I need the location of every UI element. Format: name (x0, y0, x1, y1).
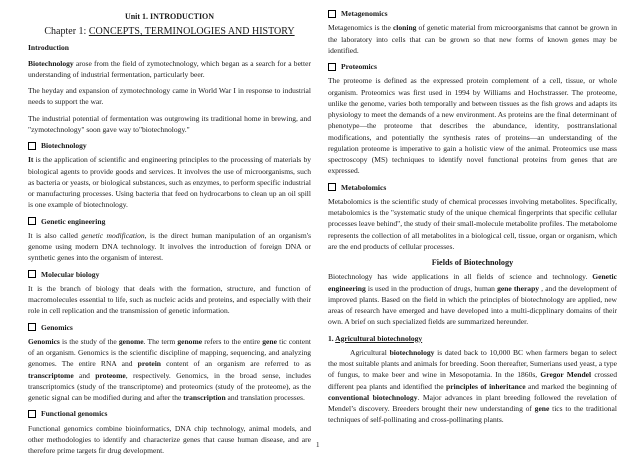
text: is used in the production of drugs, human (365, 283, 498, 293)
heading-proteomics (328, 61, 617, 72)
heading-text: Genomics (41, 322, 73, 332)
heading-functional-genomics (28, 408, 311, 419)
text: tics to the traditional techniques of self-pollinating and cross-pollinating plants. (328, 404, 617, 425)
paragraph-zymotechnology: The heyday and expansion of zymotechnology came in World War I in response to industrial needs to support the war. (28, 86, 311, 107)
term: gene (534, 404, 550, 413)
heading-text: Functional genomics (41, 409, 108, 419)
heading-text: Molecular biology (41, 269, 100, 279)
unit-title: Unit 1. INTRODUCTION (124, 12, 215, 21)
text: refers to the entire (202, 336, 263, 346)
term: Genetic engineering (328, 272, 617, 293)
paragraph-fields (328, 271, 617, 327)
chapter-prefix: Chapter 1: (44, 26, 89, 38)
text: content of an organism are referred to as (161, 359, 311, 369)
chapter-title-text: CONCEPTS, TERMINOLOGIES AND HISTORY (88, 26, 295, 38)
text: , and the development of improved plants. Based on the field in which the principles of biotechnology are applied, new areas of research have emerged and have developed into a multi-dicpplinary domains of their own. A brief on such specialized fields are summarized hereunder. (328, 283, 617, 327)
paragraph-fermentation: The industrial potential of fermentation was outgrowing its traditional home in brewing, and "zymotechnology" soon gave way to"biotechnology." (28, 113, 311, 134)
term: Genomics (28, 336, 60, 346)
page-number: 1 (316, 441, 320, 449)
heading-genetic-engineering (28, 216, 311, 227)
text: and (73, 370, 96, 380)
term: Biotechnology (28, 58, 74, 68)
term: conventional biotechnology (328, 392, 418, 402)
checkbox-bullet-icon (328, 63, 336, 71)
section-title-fields: Fields of Biotechnology (431, 258, 514, 267)
text: Agricultural (350, 347, 390, 357)
heading-text: Genetic engineering (41, 216, 106, 226)
text: . The term (143, 336, 178, 346)
checkbox-bullet-icon (328, 183, 336, 191)
term: Gregor Mendel (540, 370, 592, 380)
term: cloning (392, 23, 417, 33)
heading-genomics (28, 322, 311, 333)
heading-agricultural-biotechnology (328, 333, 617, 344)
introduction-heading: Introduction (28, 43, 69, 53)
text: is the application of scientific and engineering principles to the processing of materials by biological agents to provide goods and services. It involves the use of microorganisms, such as bacteria or yeasts, or biological substances, such as enzymes, to perform specific industrial or manufacturing processes. Using bacteria that feed on hydrocarbons to clean up an oil spill is one example of biotechnology. (28, 155, 311, 210)
text: , is the direct human manipulation of an organism's genome using modern DNA technology. It involves the introduction of foreign DNA or synthetic genes into the organism of interest. (28, 230, 312, 263)
text: is the study of the (59, 336, 119, 346)
paragraph-biotechnology (28, 154, 311, 210)
term: genome (177, 336, 203, 346)
term: protein (137, 359, 161, 369)
right-column (328, 8, 617, 431)
heading-text: Biotechnology (41, 141, 87, 150)
text: . Major advances in plant breeding followed the revelation of Mendel’s discovery. Breeders brought their new understanding of (328, 392, 618, 413)
heading-metagenomics (328, 8, 617, 19)
heading-molecular-biology (28, 269, 311, 280)
term: gene (262, 336, 277, 346)
term: proteome (95, 370, 126, 380)
paragraph-biotech-origin (28, 58, 311, 81)
left-column (28, 8, 311, 461)
number: 1. (328, 333, 336, 343)
term: biotechnology (389, 347, 435, 357)
text: is dated back to 10,000 BC when farmers began to select the most suitable plants and animals for breeding. Soon thereafter, Sumerians used yeast, a type of fungus, to make beer and wine in Mesopotamia. In the 1860s, (328, 347, 617, 380)
text: of genetic material from microorganisms that cannot be grown in the laboratory into cells that can be grown so that new forms of known genes may be identified. (328, 23, 617, 55)
text: tic content of an organism. Genomics is the scientific discipline of mapping, sequencing, and analyzing genomes. The entire RNA and (28, 336, 312, 369)
paragraph-agricultural (328, 347, 617, 426)
paragraph-proteomics: The proteome is defined as the expressed protein complement of a cell, tissue, or whole organism. Proteomics was first used in 1994 by Williams and Hochstrasser. The proteome, unlike the genome, varies both temporally and between tissues as the fish grows and adapts its physiology to meet the demands of a new environment. As proteins are the final determinant of phenotype—the proteome that describes the abundance, identity, posttranslational modifications, and potentially the synthesis rates of proteins—an understanding of the regulation proteome is imperative to gain a holistic view of the animal. Proteomics use mass spectroscopy (MS) techniques to identify novel functional proteins from genes that are expressed. (328, 76, 617, 176)
term: genome (118, 336, 144, 346)
paragraph-metabolomics: Metabolomics is the scientific study of chemical processes involving metabolites. Specifically, metabolomics is the "systematic study of the unique chemical fingerprints that specific cellular processes leave behind", the study of their small-molecule metabolite profiles. The metabolome represents the collection of all metabolites in a biological cell, tissue, organ or organism, which are the end products of cellular processes. (328, 196, 618, 251)
text: and translation processes. (225, 393, 305, 402)
paragraph-genetic-engineering (28, 230, 311, 264)
checkbox-bullet-icon (328, 10, 336, 18)
text: and marked the beginning of (525, 381, 617, 391)
text: It is also called (28, 230, 82, 240)
text: Metagenomics is the (328, 23, 393, 33)
heading-text: Metagenomics (341, 9, 388, 18)
paragraph-metagenomics (328, 22, 617, 56)
heading-text: Agricultural biotechnology (335, 333, 423, 343)
paragraph-molecular-biology: It is the branch of biology that deals with the formation, structure, and function of macromolecules essential to life, such as nucleic acids and proteins, and especially with their role in cell replication and the transmission of genetic information. (28, 283, 311, 316)
text: Biotechnology has wide applications in all fields of science and technology. (328, 272, 593, 282)
heading-text: Metabolomics (341, 182, 387, 192)
text: arose from the field of zymotechnology, which began as a search for a better understanding of industrial fermentation, particularly beer. (28, 58, 311, 79)
heading-metabolomics (328, 182, 617, 193)
paragraph-functional-genomics: Functional genomics combine bioinformatics, DNA chip technology, animal models, and other methodologies to identify and characterize genes that cause human disease, and are therefore prime targets fir drug development. (28, 423, 311, 455)
term: transcription (183, 393, 226, 402)
term: It (28, 155, 34, 165)
term: gene therapy (497, 283, 540, 293)
text: crossed different pea plants and identified the (328, 370, 617, 391)
emphasis: genetic modification (81, 230, 145, 240)
term: principles of inheritance (446, 381, 526, 391)
checkbox-bullet-icon (28, 323, 36, 331)
checkbox-bullet-icon (28, 410, 36, 418)
checkbox-bullet-icon (28, 142, 36, 150)
heading-text: Proteomics (341, 62, 377, 71)
paragraph-genomics (28, 336, 311, 404)
checkbox-bullet-icon (28, 270, 36, 278)
chapter-title (28, 26, 311, 38)
term: transcriptome (28, 370, 74, 380)
checkbox-bullet-icon (28, 217, 36, 225)
text: , respectively. Genomics, in the broad sense, includes transcriptomics (study of the transcriptome) and proteomics (study of the proteome), as the genetic signal can be modified during and after the (28, 370, 311, 402)
heading-biotechnology (28, 140, 311, 151)
